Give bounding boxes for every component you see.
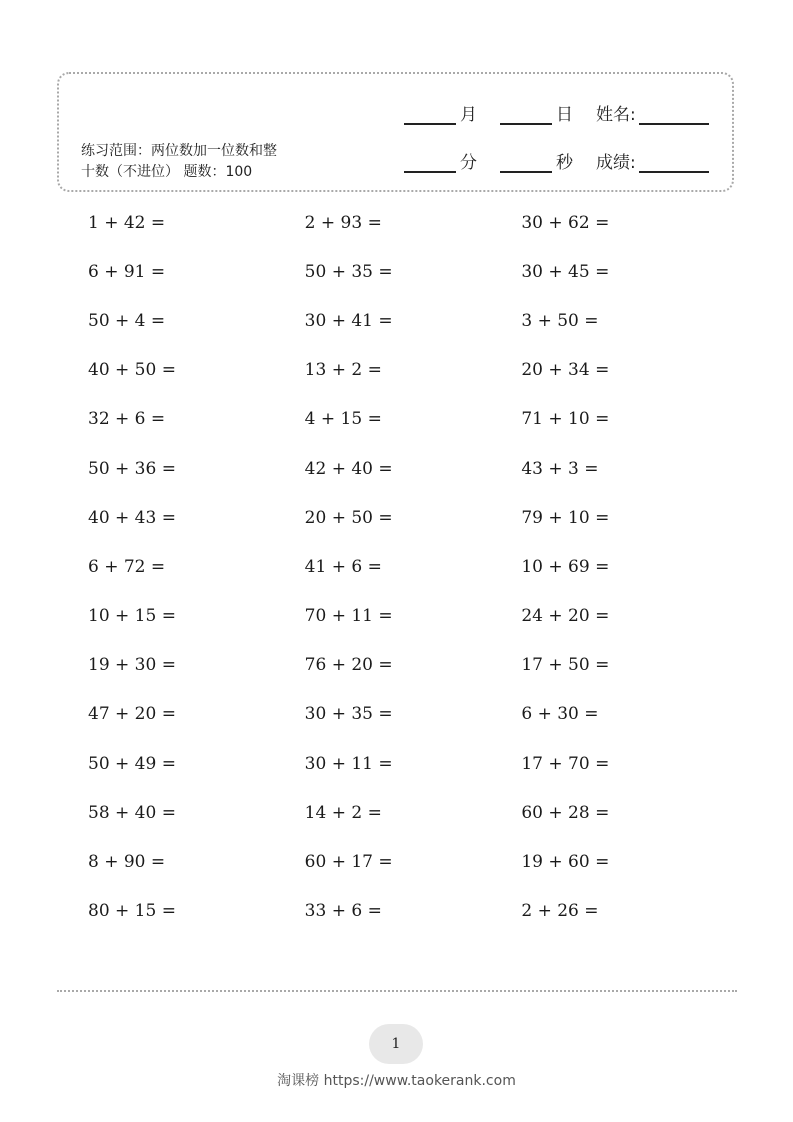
problem: 2 + 93 = [304,212,382,233]
problem: 6 + 30 = [521,704,599,725]
problem: 17 + 50 = [521,655,610,676]
problem: 8 + 90 = [88,852,166,873]
problem-row [88,444,738,493]
problem: 71 + 10 = [521,409,610,430]
problem: 19 + 30 = [88,655,176,676]
problem-row [88,296,738,345]
problem: 20 + 50 = [304,507,393,528]
problem: 70 + 11 = [304,606,393,627]
problem: 32 + 6 = [88,409,166,430]
scope-line-2: 十数（不进位） 题数：100 [81,164,253,180]
footer-divider [57,990,737,992]
problem: 30 + 45 = [521,261,610,282]
score-blank[interactable] [639,153,709,173]
problem: 41 + 6 = [304,556,382,577]
problem: 20 + 34 = [521,360,610,381]
scope-line-1: 练习范围：两位数加一位数和整 [81,143,277,159]
minute-label: 分 [460,153,477,173]
month-label: 月 [460,105,477,125]
problem: 60 + 17 = [304,852,393,873]
problem: 19 + 60 = [521,852,610,873]
problem-row [88,493,738,542]
second-label: 秒 [556,153,573,173]
problem: 50 + 35 = [304,261,393,282]
minute-blank[interactable] [404,153,456,173]
problem-row [88,198,738,247]
problem-row [88,739,738,788]
problem: 40 + 43 = [88,507,176,528]
problem: 1 + 42 = [88,212,166,233]
problem: 79 + 10 = [521,507,610,528]
second-blank[interactable] [500,153,552,173]
problem: 76 + 20 = [304,655,393,676]
problem: 10 + 69 = [521,556,610,577]
problem-row [88,346,738,395]
problem: 30 + 41 = [304,310,393,331]
day-label: 日 [556,105,573,125]
problem: 30 + 35 = [304,704,393,725]
day-blank[interactable] [500,105,552,125]
problem: 24 + 20 = [521,606,610,627]
problem: 43 + 3 = [521,458,599,479]
problem: 10 + 15 = [88,606,176,627]
problem-row [88,887,738,936]
problem: 40 + 50 = [88,360,176,381]
name-label: 姓名: [596,105,636,125]
problem: 6 + 91 = [88,261,166,282]
problem: 2 + 26 = [521,901,599,922]
problem: 6 + 72 = [88,556,166,577]
problem-row [88,837,738,886]
problem: 50 + 4 = [88,310,166,331]
problem-row [88,641,738,690]
date-name-row [404,100,709,125]
problem-row [88,247,738,296]
time-score-row [404,148,709,173]
problem: 33 + 6 = [304,901,382,922]
month-blank[interactable] [404,105,456,125]
problem: 3 + 50 = [521,310,599,331]
problem: 60 + 28 = [521,802,610,823]
score-label: 成绩: [596,153,636,173]
worksheet-header [57,72,734,192]
problem-row [88,592,738,641]
problem: 42 + 40 = [304,458,393,479]
problem: 14 + 2 = [304,802,382,823]
problem: 30 + 11 = [304,753,393,774]
exercise-scope [81,141,321,183]
problem: 50 + 36 = [88,458,176,479]
name-blank[interactable] [639,105,709,125]
problem: 50 + 49 = [88,753,176,774]
problem: 4 + 15 = [304,409,382,430]
problem: 47 + 20 = [88,704,176,725]
problem: 13 + 2 = [304,360,382,381]
footer-source: 淘课榜 https://www.taokerank.com [277,1073,516,1089]
problem-row [88,788,738,837]
problem: 30 + 62 = [521,212,610,233]
problem: 58 + 40 = [88,802,176,823]
problem: 80 + 15 = [88,901,176,922]
problem-row [88,690,738,739]
problem: 17 + 70 = [521,753,610,774]
problem-row [88,395,738,444]
page-number: 1 [369,1024,423,1064]
problem-grid [88,198,738,936]
problem-row [88,542,738,591]
